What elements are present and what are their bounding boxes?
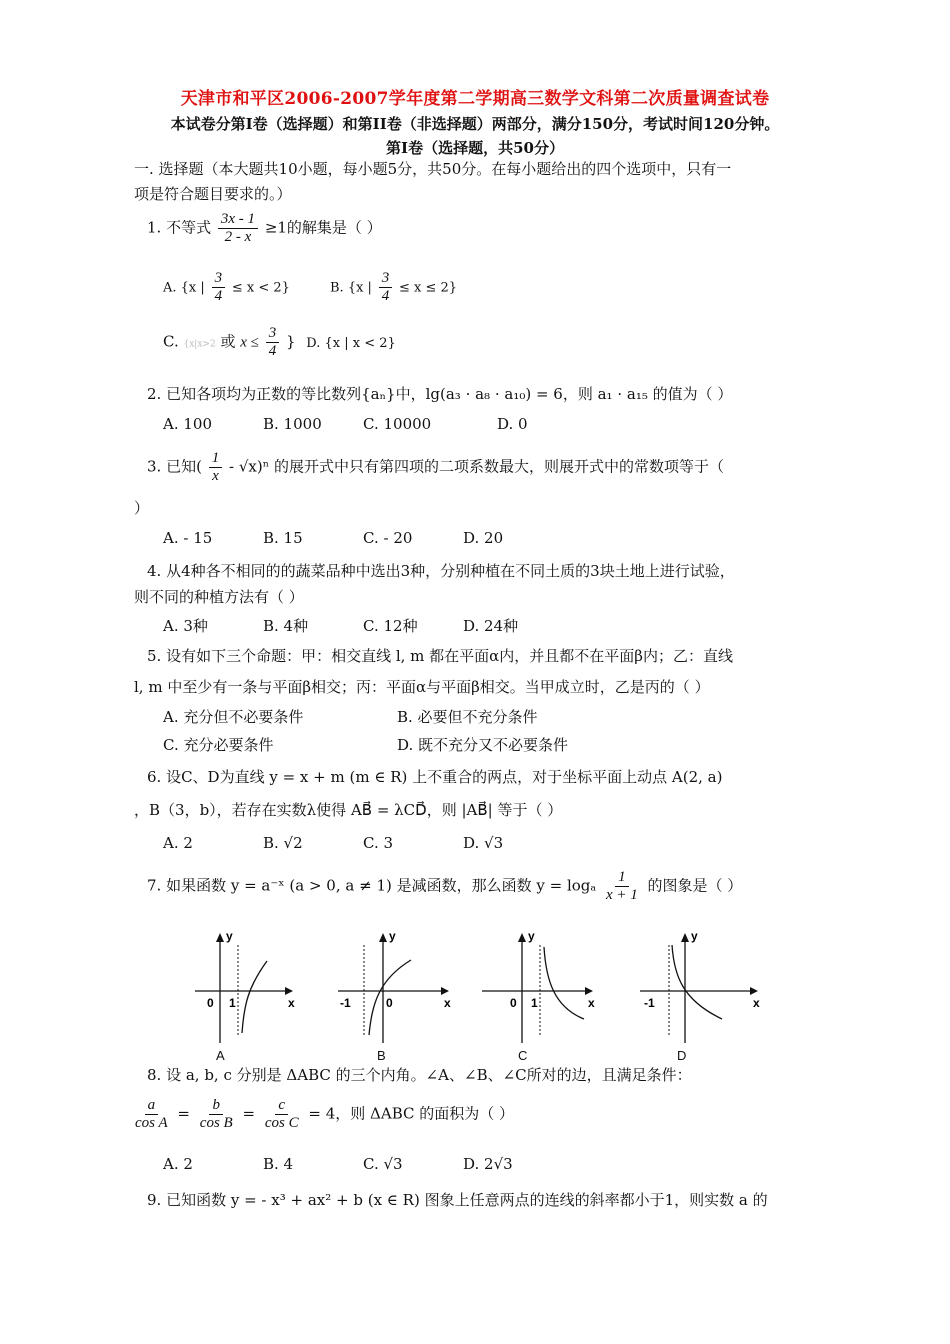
q8-option-a: A. 2 <box>163 1155 193 1173</box>
intro-line-2: 项是符合题目要求的。） <box>134 185 292 203</box>
q3-text: - √x)ⁿ 的展开式中只有第四项的二项系数最大，则展开式中的常数项等于（ <box>229 457 724 476</box>
q8-fraction-c <box>262 1097 302 1132</box>
q3-option-d: D. 20 <box>463 529 504 547</box>
section-heading: 第Ⅰ卷（选择题，共50分） <box>386 139 564 157</box>
q7-prefix: 7. 如果函数 y = a⁻ˣ (a > 0, a ≠ 1) 是减函数，那么函数 y = logₐ <box>147 876 597 895</box>
graph-d-x-label: x <box>753 996 760 1010</box>
question-4-line-2: 则不同的种植方法有（ ） <box>134 588 304 606</box>
graph-a <box>190 925 305 1045</box>
q2-option-a: A. 100 <box>163 415 212 433</box>
intro-line-1: 一. 选择题（本大题共10小题，每小题5分，共50分。在每小题给出的四个选项中，只有一 <box>134 160 732 178</box>
question-1 <box>147 211 382 246</box>
q8-f2-den: cos B <box>199 1115 233 1131</box>
question-7 <box>147 869 742 904</box>
graph-a-y-label: y <box>226 929 233 943</box>
q1-c-tail: } <box>285 332 296 351</box>
graph-d-label: D <box>677 1048 687 1063</box>
graph-c-y-label: y <box>528 929 535 943</box>
question-9-line-1: 9. 已知函数 y = - x³ + ax² + b (x ∈ R) 图象上任意两点的连线的斜率都小于1，则实数 a 的 <box>147 1191 768 1209</box>
q1-option-c <box>163 325 396 360</box>
q8-f1-num: a <box>145 1097 159 1115</box>
q1-c-mid: 或 <box>220 332 236 351</box>
q1-c-den: 4 <box>268 343 277 359</box>
q5-option-b: B. 必要但不充分条件 <box>397 708 538 726</box>
graph-d-y-label: y <box>691 929 698 943</box>
graph-d-curve <box>672 945 722 1019</box>
graph-c-curve <box>544 947 584 1019</box>
graph-c-x-arrow <box>585 987 593 995</box>
graph-b-x-label: x <box>444 996 451 1010</box>
question-3 <box>147 450 724 485</box>
graph-a-x-label: x <box>288 996 295 1010</box>
q4-option-c: C. 12种 <box>363 617 418 635</box>
q8-f3-num: c <box>275 1097 288 1115</box>
question-8-line-2: $\frac{a}{\text{cos A}}$ = $\frac{b}{\text{cos B}}$ = $\frac{c}{\text{cos C}}$ = 4，则 ΔABC 的面积为（ ） <box>130 1097 514 1132</box>
graph-a-curve <box>242 961 267 1033</box>
question-4-line-1: 4. 从4种各不相同的的蔬菜品种中选出3种，分别种植在不同土质的3块土地上进行试验， <box>147 562 735 580</box>
q1-option-d: D. {x | x < 2} <box>306 335 396 351</box>
q4-option-b: B. 4种 <box>263 617 309 635</box>
q7-den: x + 1 <box>605 887 638 903</box>
q8-tail: = 4，则 ΔABC 的面积为（ ） <box>308 1104 515 1123</box>
q1-c-num: 3 <box>266 325 280 343</box>
q1-b-den: 4 <box>381 288 390 304</box>
q1-frac-num: 3x - 1 <box>218 211 258 229</box>
q1-a-den: 4 <box>214 288 223 304</box>
q8-fraction-b <box>197 1097 236 1132</box>
q8-option-c: C. √3 <box>363 1155 403 1173</box>
question-5-line-1: 5. 设有如下三个命题：甲：相交直线 l, m 都在平面α内，并且都不在平面β内；乙：直线 <box>147 647 733 665</box>
question-6-line-1: 6. 设C、D为直线 y = x + m (m ∈ R) 上不重合的两点，对于坐标平面上动点 A(2, a) <box>147 768 723 786</box>
q7-num: 1 <box>615 869 629 887</box>
q4-option-d: D. 24种 <box>463 617 519 635</box>
graph-b-x-arrow <box>441 987 449 995</box>
graph-b <box>338 925 458 1045</box>
q1-option-b <box>330 270 457 305</box>
q6-option-a: A. 2 <box>163 834 193 852</box>
graph-b-y-label: y <box>389 929 396 943</box>
q5-option-a: A. 充分但不必要条件 <box>163 708 304 726</box>
q1-c-faint: {x|x>2 <box>183 339 216 350</box>
q3-num: 1 <box>209 450 223 468</box>
q1-b-fraction <box>379 270 393 305</box>
graph-c-x-label: x <box>588 996 595 1010</box>
question-2: 2. 已知各项均为正数的等比数列{aₙ}中，lg(a₃ · a₈ · a₁₀) = 6，则 a₁ · a₁₅ 的值为（ ） <box>147 385 733 403</box>
q1-a-label: A. {x | <box>163 280 205 296</box>
q1-a-num: 3 <box>212 270 226 288</box>
question-8-line-1: 8. 设 a, b, c 分别是 ΔABC 的三个内角。∠A、∠B、∠C所对的边，且满足条件： <box>147 1066 692 1084</box>
graph-a-tick-1: 1 <box>229 996 236 1010</box>
q2-option-d: D. 0 <box>497 415 528 433</box>
q1-c-label: C. <box>163 332 179 351</box>
q3-option-b: B. 15 <box>263 529 303 547</box>
question-6-line-2: ，B（3，b），若存在实数λ使得 AB⃗ = λCD⃗，则 |AB⃗| 等于（ ） <box>134 801 563 819</box>
q3-fraction <box>209 450 223 485</box>
graph-d-x-arrow <box>750 987 758 995</box>
q5-option-d: D. 既不充分又不必要条件 <box>397 736 569 754</box>
q7-suffix: 的图象是（ ） <box>647 876 743 895</box>
graph-b-label: B <box>377 1048 386 1063</box>
q1-b-num: 3 <box>379 270 393 288</box>
graph-d-y-arrow <box>681 933 689 942</box>
q8-f3-den: cos C <box>264 1115 299 1131</box>
graph-b-tick-0: 0 <box>386 996 393 1010</box>
q5-option-c: C. 充分必要条件 <box>163 736 274 754</box>
q1-prefix: 1. 不等式 <box>147 218 212 237</box>
q6-option-c: C. 3 <box>363 834 394 852</box>
q1-suffix: ≥1的解集是（ ） <box>264 218 382 237</box>
q8-f2-num: b <box>209 1097 223 1115</box>
q1-c-x: x ≤ <box>240 334 259 351</box>
q1-a-tail: ≤ x < 2} <box>231 280 290 296</box>
graph-a-x-arrow <box>285 987 293 995</box>
q6-option-d: D. √3 <box>463 834 504 852</box>
q1-a-fraction <box>212 270 226 305</box>
question-5-line-2: l, m 中至少有一条与平面β相交；丙：平面α与平面β相交。当甲成立时，乙是丙的（ ） <box>134 678 710 696</box>
q3-option-a: A. - 15 <box>163 529 213 547</box>
q3-prefix: 3. 已知( <box>147 457 202 476</box>
graph-d <box>640 925 765 1045</box>
q1-fraction <box>218 211 258 246</box>
q4-option-a: A. 3种 <box>163 617 208 635</box>
graph-c-tick-0: 0 <box>510 996 517 1010</box>
q7-fraction <box>603 869 641 904</box>
graph-a-y-arrow <box>216 933 224 942</box>
q1-frac-den: 2 - x <box>224 229 252 245</box>
q1-b-tail: ≤ x ≤ 2} <box>399 280 458 296</box>
graph-b-y-arrow <box>379 933 387 942</box>
exam-title: 天津市和平区2006-2007学年度第二学期高三数学文科第二次质量调查试卷 <box>180 89 770 109</box>
q8-f1-den: cos A <box>135 1115 168 1131</box>
q3-option-c: C. - 20 <box>363 529 413 547</box>
q3-line-2: ） <box>134 499 150 517</box>
q8-option-d: D. 2√3 <box>463 1155 513 1173</box>
q1-b-label: B. {x | <box>330 280 372 296</box>
q8-fraction-a <box>132 1097 171 1132</box>
q2-option-c: C. 10000 <box>363 415 432 433</box>
graph-c-y-arrow <box>518 933 526 942</box>
graph-b-tick-neg1: -1 <box>340 996 351 1010</box>
graph-a-label: A <box>216 1048 225 1063</box>
q8-option-b: B. 4 <box>263 1155 294 1173</box>
graph-c-tick-1: 1 <box>531 996 538 1010</box>
q3-den: x <box>212 468 219 484</box>
q1-option-a <box>163 270 290 305</box>
graph-c <box>482 925 602 1045</box>
graph-a-tick-0: 0 <box>207 996 214 1010</box>
q6-option-b: B. √2 <box>263 834 303 852</box>
graph-d-tick-neg1: -1 <box>644 996 655 1010</box>
q1-c-fraction <box>266 325 280 360</box>
graph-c-label: C <box>518 1048 528 1063</box>
q2-option-b: B. 1000 <box>263 415 322 433</box>
exam-subtitle: 本试卷分第Ⅰ卷（选择题）和第II卷（非选择题）两部分，满分150分，考试时间120分钟。 <box>170 115 780 133</box>
